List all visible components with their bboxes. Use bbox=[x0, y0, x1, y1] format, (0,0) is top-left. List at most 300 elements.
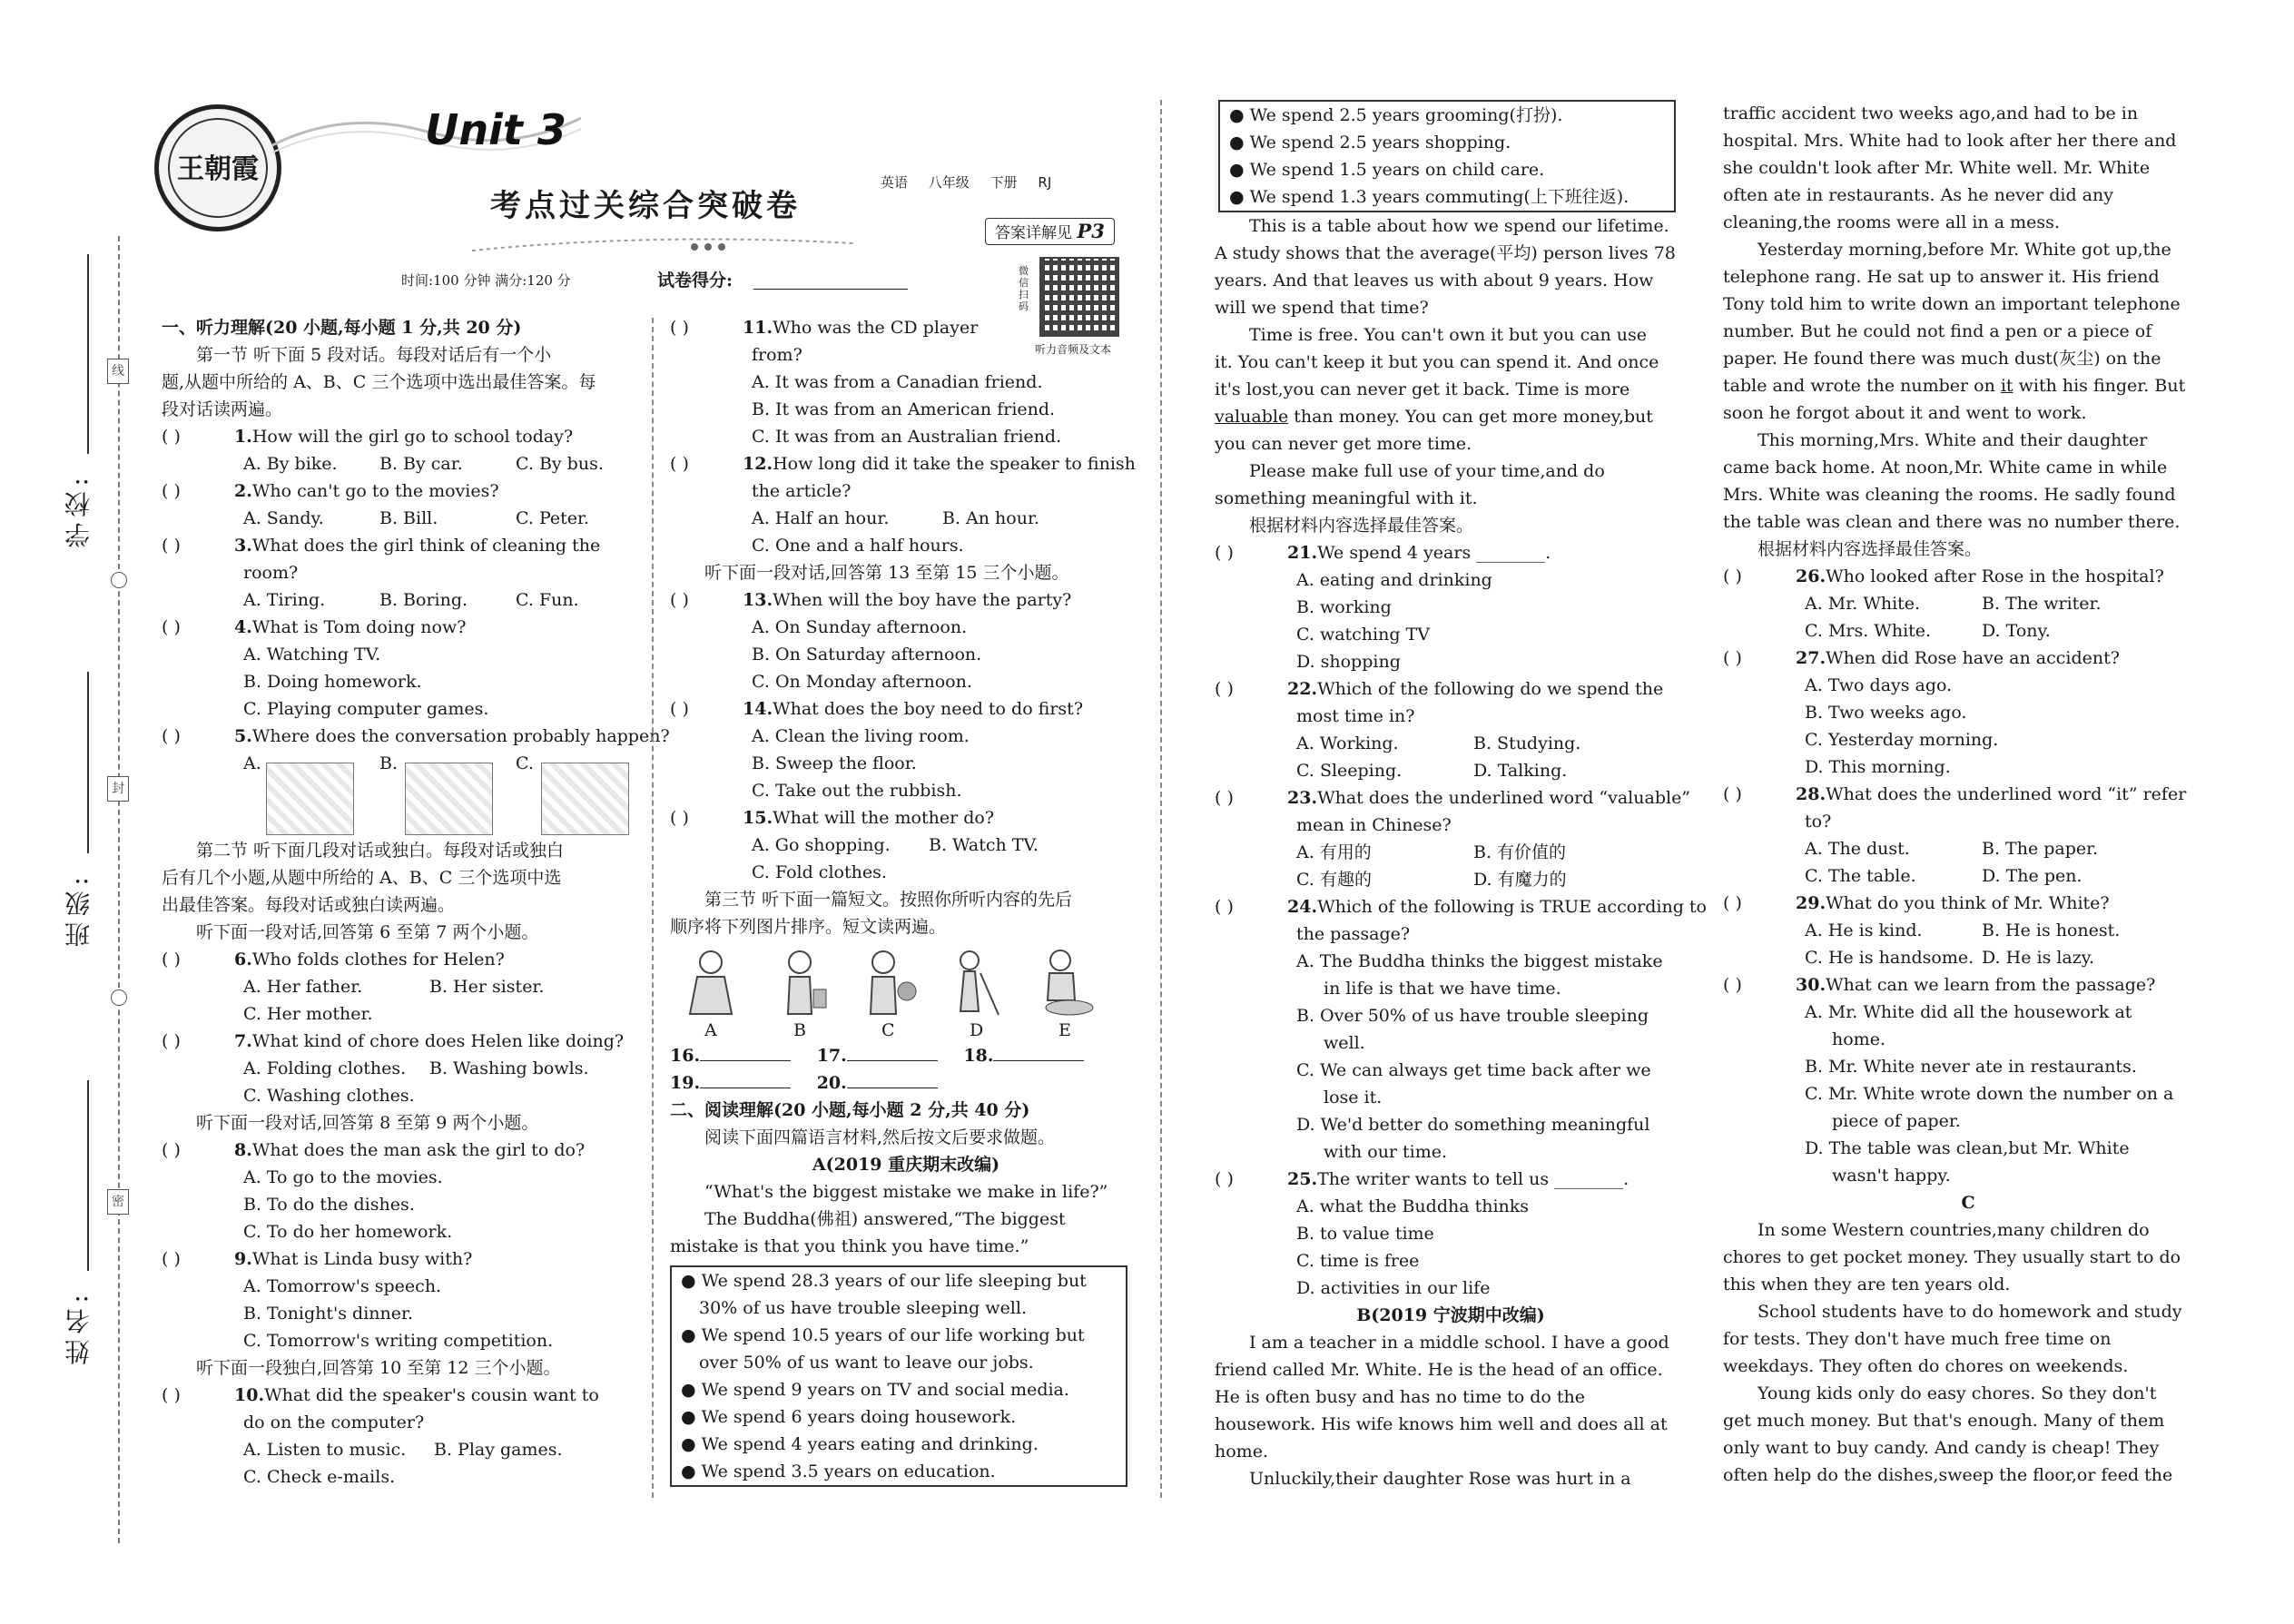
option-b: B. Washing bowls. bbox=[429, 1058, 589, 1078]
options bbox=[1723, 617, 2213, 645]
option-c: C. Her mother. bbox=[243, 1004, 373, 1024]
option-b: B. An hour. bbox=[942, 508, 1039, 528]
seal-circle bbox=[111, 989, 127, 1006]
question-number: 27. bbox=[1796, 648, 1826, 668]
option-d: D. The pen. bbox=[1982, 866, 2082, 886]
answer-blank[interactable]: ( ) bbox=[1723, 566, 1742, 586]
section-1-title: 一、听力理解(20 小题,每小题 1 分,共 20 分) bbox=[162, 318, 522, 338]
options bbox=[162, 450, 634, 477]
options bbox=[162, 505, 634, 532]
question-number: 13. bbox=[743, 590, 773, 610]
option-a: A. Half an hour. bbox=[752, 508, 890, 528]
question-text: When did Rose have an accident? bbox=[1826, 648, 2120, 668]
part-3-intro: 顺序将下列图片排序。短文读两遍。 bbox=[670, 917, 947, 937]
answer-blank[interactable]: ( ) bbox=[670, 454, 689, 474]
option-a: A. what the Buddha thinks bbox=[1296, 1196, 1530, 1216]
question-number: 26. bbox=[1796, 566, 1826, 586]
question-10 bbox=[162, 1382, 634, 1409]
question-text: What is Tom doing now? bbox=[251, 617, 467, 637]
question-number: 24. bbox=[1287, 897, 1318, 917]
answer-blank[interactable]: ( ) bbox=[162, 536, 181, 556]
option-b: B. To do the dishes. bbox=[243, 1195, 415, 1215]
passage-text: came back home. At noon,Mr. White came in while bbox=[1723, 458, 2168, 477]
answer-17-field[interactable] bbox=[847, 1060, 938, 1061]
stat-text: We spend 4 years eating and drinking. bbox=[701, 1434, 1039, 1454]
answer-blank[interactable]: ( ) bbox=[162, 1031, 181, 1051]
stat-item: ● We spend 6 years doing housework. bbox=[681, 1407, 1017, 1427]
answer-blank[interactable]: ( ) bbox=[1215, 788, 1234, 808]
passage-text: This morning,Mrs. White and their daughter bbox=[1757, 430, 2148, 450]
sequence-pictures bbox=[670, 940, 1142, 1042]
cleaning-picture bbox=[768, 946, 832, 1019]
stat-text: We spend 1.3 years commuting(上下班往返). bbox=[1249, 187, 1629, 207]
passage-text: traffic accident two weeks ago,and had to be in bbox=[1723, 103, 2139, 123]
question-text: How long did it take the speaker to finish bbox=[773, 454, 1136, 474]
seal-seal-mark: 封 bbox=[107, 776, 129, 802]
options bbox=[1723, 590, 2213, 617]
answer-blank[interactable]: ( ) bbox=[162, 617, 181, 637]
option-c: C. Fun. bbox=[516, 590, 579, 610]
answer-ref-label: 答案详解见 bbox=[995, 224, 1072, 242]
question-number: 15. bbox=[743, 808, 773, 828]
school-field[interactable] bbox=[87, 254, 89, 454]
passage-text: number. But he could not find a pen or a piece of bbox=[1723, 321, 2152, 341]
question-24 bbox=[1215, 893, 1707, 920]
passage-text: than money. You can get more money,but bbox=[1288, 407, 1653, 427]
stat-text: We spend 2.5 years grooming(打扮). bbox=[1249, 105, 1563, 125]
option-c: C. Yesterday morning. bbox=[1805, 730, 1999, 750]
option-a: A. On Sunday afternoon. bbox=[752, 617, 968, 637]
option-a: A. He is kind. bbox=[1805, 920, 1923, 940]
options bbox=[1215, 839, 1687, 866]
brand-logo bbox=[154, 104, 281, 231]
answer-blank[interactable]: ( ) bbox=[670, 590, 689, 610]
question-28 bbox=[1723, 781, 2213, 808]
options bbox=[162, 1055, 634, 1082]
answer-16-field[interactable] bbox=[700, 1060, 791, 1061]
options bbox=[1215, 730, 1687, 757]
class-field[interactable] bbox=[87, 672, 89, 853]
question-text: Which of the following do we spend the bbox=[1317, 679, 1664, 699]
option-a: A. To go to the movies. bbox=[243, 1167, 443, 1187]
passage-text: hospital. Mrs. White had to look after her there and bbox=[1723, 131, 2177, 151]
binding-dashed-line bbox=[118, 236, 120, 1543]
answer-blank[interactable]: ( ) bbox=[1723, 975, 1742, 995]
option-c: C. time is free bbox=[1296, 1251, 1420, 1271]
question-14 bbox=[670, 695, 1142, 723]
option-c: C. To do her homework. bbox=[243, 1222, 453, 1242]
option-a: A. Watching TV. bbox=[243, 645, 381, 664]
question-text: from? bbox=[752, 345, 802, 365]
question-9 bbox=[162, 1245, 634, 1273]
passage-text: she couldn't look after Mr. White well. Mr. White bbox=[1723, 158, 2151, 178]
column-4 bbox=[1723, 100, 2213, 1489]
question-8 bbox=[162, 1137, 634, 1164]
options bbox=[1723, 944, 2213, 971]
passage-c-title: C bbox=[1961, 1193, 1975, 1213]
grade: 八年级 bbox=[928, 174, 970, 191]
answer-18-field[interactable] bbox=[993, 1060, 1084, 1061]
option-a: A. The dust. bbox=[1805, 839, 1910, 859]
option-a: A. eating and drinking bbox=[1296, 570, 1492, 590]
question-number: 2. bbox=[234, 481, 252, 501]
part-1-intro: 段对话读两遍。 bbox=[162, 399, 283, 419]
answer-blank[interactable]: ( ) bbox=[162, 950, 181, 969]
option-c: C. Mr. White wrote down the number on a bbox=[1805, 1084, 2174, 1104]
question-number: 3. bbox=[234, 536, 252, 556]
option-c: C. Sleeping. bbox=[1296, 761, 1403, 781]
stat-item: ● We spend 2.5 years grooming(打扮). bbox=[1229, 105, 1563, 125]
question-23 bbox=[1215, 784, 1691, 812]
option-b: B. It was from an American friend. bbox=[752, 399, 1056, 419]
options bbox=[1215, 866, 1687, 893]
picture-label-a: A bbox=[704, 1020, 717, 1040]
question-text: most time in? bbox=[1296, 706, 1415, 726]
option-c: C. It was from an Australian friend. bbox=[752, 427, 1062, 447]
question-number: 11. bbox=[743, 318, 773, 338]
stat-text: We spend 3.5 years on education. bbox=[701, 1462, 996, 1481]
question-13 bbox=[670, 586, 1142, 614]
question-5 bbox=[162, 723, 670, 750]
question-number: 6. bbox=[234, 950, 252, 969]
picture-label-b: B bbox=[793, 1020, 806, 1040]
answer-blank[interactable]: ( ) bbox=[162, 726, 181, 746]
options bbox=[670, 832, 1142, 859]
option-b: B. working bbox=[1296, 597, 1392, 617]
question-11 bbox=[670, 314, 1142, 341]
option-a: A. Clean the living room. bbox=[752, 726, 970, 746]
stat-item: ● We spend 2.5 years shopping. bbox=[1229, 133, 1511, 153]
part-1-intro: 题,从题中所给的 A、B、C 三个选项中选出最佳答案。每 bbox=[162, 372, 596, 392]
passage-text: often help do the dishes,sweep the floor,or feed the bbox=[1723, 1465, 2173, 1485]
stat-item: ● We spend 9 years on TV and social media. bbox=[681, 1380, 1069, 1400]
option-a: A. Her father. bbox=[243, 977, 363, 997]
class-label: 班级: bbox=[64, 871, 94, 948]
question-text: When will the boy have the party? bbox=[773, 590, 1072, 610]
answer-page: P3 bbox=[1077, 220, 1105, 242]
stat-text: over 50% of us want to leave our jobs. bbox=[699, 1353, 1034, 1373]
column-divider bbox=[1160, 100, 1162, 1498]
option-d: D. Tony. bbox=[1982, 621, 2051, 641]
statistics-box-continued bbox=[1218, 100, 1676, 212]
answer-blank[interactable]: ( ) bbox=[162, 481, 181, 501]
blank-label: 18. bbox=[963, 1046, 994, 1066]
stat-item: ● We spend 4 years eating and drinking. bbox=[681, 1434, 1039, 1454]
option-d: D. We'd better do something meaningful bbox=[1296, 1115, 1650, 1135]
passage-text bbox=[1215, 403, 1687, 430]
answer-blank[interactable]: ( ) bbox=[1723, 648, 1742, 668]
answer-blank[interactable]: ( ) bbox=[670, 318, 689, 338]
option-a: A. Sandy. bbox=[243, 508, 324, 528]
options bbox=[1723, 917, 2213, 944]
passage-text: paper. He found there was much dust(灰尘) on the bbox=[1723, 349, 2161, 369]
answer-blank[interactable]: ( ) bbox=[670, 699, 689, 719]
option-c: C. Take out the rubbish. bbox=[752, 781, 962, 801]
answer-blank[interactable]: ( ) bbox=[162, 1385, 181, 1405]
seal-line-mark: 线 bbox=[107, 359, 129, 384]
question-3 bbox=[162, 532, 634, 559]
question-number: 4. bbox=[234, 617, 252, 637]
question-21 bbox=[1215, 539, 1687, 566]
question-number: 28. bbox=[1796, 784, 1826, 804]
option-c: C. Playing computer games. bbox=[243, 699, 489, 719]
stat-item: ● We spend 10.5 years of our life working but bbox=[681, 1325, 1085, 1345]
option-b: B. Play games. bbox=[434, 1440, 563, 1460]
listening-note: 听下面一段对话,回答第 6 至第 7 两个小题。 bbox=[196, 922, 539, 942]
stat-item: ● We spend 3.5 years on education. bbox=[681, 1462, 996, 1481]
edition: RJ bbox=[1038, 174, 1052, 191]
question-text: What do you think of Mr. White? bbox=[1826, 893, 2110, 913]
question-6 bbox=[162, 946, 634, 973]
question-number: 23. bbox=[1287, 788, 1318, 808]
option-d: D. 有魔力的 bbox=[1473, 870, 1567, 890]
question-number: 22. bbox=[1287, 679, 1318, 699]
passage-text: only want to buy candy. And candy is cheap! They bbox=[1723, 1438, 2160, 1458]
passage-text: The Buddha(佛祖) answered,“The biggest bbox=[704, 1209, 1066, 1229]
question-number: 12. bbox=[743, 454, 773, 474]
question-number: 5. bbox=[234, 726, 252, 746]
passage-text: He is often busy and has no time to do the bbox=[1215, 1387, 1585, 1407]
score-field[interactable] bbox=[753, 289, 908, 290]
blank-label: 17. bbox=[816, 1046, 847, 1066]
question-text: What did the speaker's cousin want to bbox=[264, 1385, 599, 1405]
answer-blank[interactable]: ( ) bbox=[1215, 679, 1234, 699]
option-a: A. Folding clothes. bbox=[243, 1058, 407, 1078]
passage-text: Please make full use of your time,and do bbox=[1249, 461, 1605, 481]
stat-text: We spend 9 years on TV and social media. bbox=[701, 1380, 1069, 1400]
section-2-intro: 阅读下面四篇语言材料,然后按文后要求做题。 bbox=[704, 1127, 1056, 1147]
passage-b-title: B(2019 宁波期中改编) bbox=[1356, 1305, 1545, 1325]
passage-text: get much money. But that's enough. Many of them bbox=[1723, 1411, 2165, 1431]
question-text: Who can't go to the movies? bbox=[251, 481, 499, 501]
option-a: A. By bike. bbox=[243, 454, 338, 474]
passage-text: Time is free. You can't own it but you can use bbox=[1249, 325, 1648, 345]
option-a: A. Listen to music. bbox=[243, 1440, 407, 1460]
option-b: B. Tonight's dinner. bbox=[243, 1304, 414, 1324]
instruction: 根据材料内容选择最佳答案。 bbox=[1249, 516, 1474, 536]
option-b: B. Doing homework. bbox=[243, 672, 422, 692]
option-b: B. Watch TV. bbox=[929, 835, 1039, 855]
option-d: D. He is lazy. bbox=[1982, 948, 2095, 968]
option-a: A. Two days ago. bbox=[1805, 675, 1953, 695]
passage-text: weekdays. They often do chores on weekends. bbox=[1723, 1356, 2129, 1376]
option-b: B. bbox=[379, 753, 399, 773]
answer-blank[interactable]: ( ) bbox=[1215, 1169, 1234, 1189]
stat-text: We spend 6 years doing housework. bbox=[701, 1407, 1017, 1427]
brand-logo-text: 王朝霞 bbox=[168, 118, 268, 218]
seal-secret-mark: 密 bbox=[107, 1189, 129, 1215]
question-text: What is Linda busy with? bbox=[251, 1249, 473, 1269]
stat-text: We spend 28.3 years of our life sleeping but bbox=[701, 1271, 1087, 1291]
option-a: A. bbox=[243, 753, 261, 773]
answer-blank[interactable]: ( ) bbox=[162, 427, 181, 447]
passage-text: will we spend that time? bbox=[1215, 298, 1429, 318]
option-b: B. The paper. bbox=[1982, 839, 2099, 859]
question-22 bbox=[1215, 675, 1687, 703]
answer-blank[interactable]: ( ) bbox=[670, 808, 689, 828]
passage-text: it. You can't keep it but you can spend it. And once bbox=[1215, 352, 1659, 372]
passage-text: telephone rang. He sat up to answer it. His friend bbox=[1723, 267, 2160, 287]
question-text: Who looked after Rose in the hospital? bbox=[1826, 566, 2164, 586]
title-swoosh bbox=[472, 232, 853, 269]
passage-text bbox=[1723, 372, 2213, 399]
option-a: A. The Buddha thinks the biggest mistake bbox=[1296, 951, 1663, 971]
answer-blank[interactable]: ( ) bbox=[1723, 893, 1742, 913]
options bbox=[1723, 835, 2213, 862]
option-b: B. Bill. bbox=[379, 508, 438, 528]
question-text: Where does the conversation probably happen? bbox=[251, 726, 670, 746]
passage-text: cleaning,the rooms were all in a mess. bbox=[1723, 212, 2060, 232]
options bbox=[162, 973, 634, 1000]
sweeping-picture bbox=[944, 946, 1008, 1019]
option-c: C. He is handsome. bbox=[1805, 948, 1974, 968]
course-info bbox=[881, 169, 1068, 196]
passage-text: Yesterday morning,before Mr. White got up,the bbox=[1757, 240, 2171, 260]
passage-text: years. And that leaves us with about 9 years. How bbox=[1215, 271, 1654, 290]
question-text: We spend 4 years ________. bbox=[1317, 543, 1551, 563]
question-text: What can we learn from the passage? bbox=[1826, 975, 2156, 995]
question-15 bbox=[670, 804, 1142, 832]
question-27 bbox=[1723, 645, 2213, 672]
passage-text: something meaningful with it. bbox=[1215, 488, 1478, 508]
blank-label: 20. bbox=[816, 1073, 847, 1093]
question-text: How will the girl go to school today? bbox=[251, 427, 574, 447]
passage-a-title: A(2019 重庆期末改编) bbox=[812, 1155, 1000, 1175]
option-c: C. 有趣的 bbox=[1296, 870, 1372, 890]
option-d: D. The table was clean,but Mr. White bbox=[1805, 1138, 2130, 1158]
washing-picture bbox=[1033, 946, 1097, 1019]
hospital-picture bbox=[405, 763, 493, 835]
question-text: mean in Chinese? bbox=[1296, 815, 1452, 835]
answer-blank[interactable]: ( ) bbox=[1215, 543, 1234, 563]
stat-item: ● We spend 28.3 years of our life sleeping but bbox=[681, 1271, 1087, 1291]
option-b: B. He is honest. bbox=[1982, 920, 2121, 940]
passage-text: School students have to do homework and study bbox=[1757, 1302, 2182, 1322]
listening-note: 听下面一段对话,回答第 8 至第 9 两个小题。 bbox=[196, 1113, 539, 1133]
passage-text: with his finger. But bbox=[2013, 376, 2186, 396]
option-b: B. Two weeks ago. bbox=[1805, 703, 1967, 723]
blank-label: 16. bbox=[670, 1046, 701, 1066]
option-d: D. activities in our life bbox=[1296, 1278, 1491, 1298]
question-26 bbox=[1723, 563, 2213, 590]
answer-blank[interactable]: ( ) bbox=[162, 1140, 181, 1160]
seal-circle bbox=[111, 572, 127, 588]
passage-text: A study shows that the average(平均) person lives 78 bbox=[1215, 243, 1676, 263]
part-2-intro: 第二节 听下面几段对话或独白。每段对话或独白 bbox=[196, 841, 565, 861]
column-divider bbox=[652, 318, 654, 1498]
question-number: 14. bbox=[743, 699, 773, 719]
question-12 bbox=[670, 450, 1142, 477]
option-c: C. Washing clothes. bbox=[243, 1086, 415, 1106]
column-3 bbox=[1215, 100, 1707, 1492]
passage-text: it's lost,you can never get it back. Time is more bbox=[1215, 379, 1630, 399]
option-c: C. Tomorrow's writing competition. bbox=[243, 1331, 554, 1351]
question-number: 1. bbox=[234, 427, 252, 447]
name-field[interactable] bbox=[87, 1080, 89, 1271]
option-d: D. shopping bbox=[1296, 652, 1401, 672]
passage-text: this when they are ten years old. bbox=[1723, 1275, 2011, 1294]
option-a: A. 有用的 bbox=[1296, 842, 1372, 862]
question-text: What does the boy need to do first? bbox=[773, 699, 1084, 719]
option-c: lose it. bbox=[1324, 1088, 1383, 1107]
option-c: C. We can always get time back after we bbox=[1296, 1060, 1651, 1080]
option-d: wasn't happy. bbox=[1832, 1166, 1951, 1186]
passage-text: the table was clean and there was no number there. bbox=[1723, 512, 2181, 532]
option-a: A. Mr. White did all the housework at bbox=[1805, 1002, 2132, 1022]
option-c: C. Mrs. White. bbox=[1805, 621, 1932, 641]
question-number: 30. bbox=[1796, 975, 1826, 995]
passage-text: I am a teacher in a middle school. I have a good bbox=[1249, 1333, 1669, 1353]
options bbox=[1723, 862, 2213, 890]
question-number: 21. bbox=[1287, 543, 1318, 563]
answer-reference bbox=[985, 218, 1115, 245]
option-d: with our time. bbox=[1324, 1142, 1448, 1162]
answer-blank[interactable]: ( ) bbox=[162, 1249, 181, 1269]
option-a: A. Tiring. bbox=[243, 590, 326, 610]
option-b: B. Over 50% of us have trouble sleeping bbox=[1296, 1006, 1649, 1026]
option-b: B. Her sister. bbox=[429, 977, 545, 997]
restaurant-picture bbox=[541, 763, 629, 835]
options bbox=[670, 505, 1142, 532]
option-b: B. The writer. bbox=[1982, 594, 2102, 614]
answer-blank[interactable]: ( ) bbox=[1723, 784, 1742, 804]
option-c: C. The table. bbox=[1805, 866, 1916, 886]
passage-text: Mrs. White was cleaning the rooms. He sadly found bbox=[1723, 485, 2176, 505]
passage-text: Unluckily,their daughter Rose was hurt in a bbox=[1249, 1469, 1631, 1489]
stat-text: We spend 1.5 years on child care. bbox=[1249, 160, 1545, 180]
stat-text: We spend 10.5 years of our life working but bbox=[701, 1325, 1085, 1345]
plant-picture bbox=[856, 946, 920, 1019]
question-30 bbox=[1723, 971, 2213, 999]
passage-text: In some Western countries,many children do bbox=[1757, 1220, 2150, 1240]
picture-label-d: D bbox=[970, 1020, 984, 1040]
question-text: What kind of chore does Helen like doing? bbox=[251, 1031, 625, 1051]
section-2-title: 二、阅读理解(20 小题,每小题 2 分,共 40 分) bbox=[670, 1100, 1030, 1120]
passage-text: Tony told him to write down an important telephone bbox=[1723, 294, 2181, 314]
question-text: Who was the CD player bbox=[773, 318, 979, 338]
option-a: A. It was from a Canadian friend. bbox=[752, 372, 1043, 392]
passage-text: you can never get more time. bbox=[1215, 434, 1472, 454]
option-c: piece of paper. bbox=[1832, 1111, 1961, 1131]
listening-note: 听下面一段对话,回答第 13 至第 15 三个小题。 bbox=[704, 563, 1069, 583]
passage-text: housework. His wife knows him well and does all at bbox=[1215, 1414, 1668, 1434]
part-2-intro: 出最佳答案。每段对话或独白读两遍。 bbox=[162, 895, 456, 915]
question-29 bbox=[1723, 890, 2213, 917]
time-score: 时间:100 分钟 满分:120 分 bbox=[401, 272, 571, 289]
part-1-intro: 第一节 听下面 5 段对话。每段对话后有一个小 bbox=[196, 345, 552, 365]
listening-note: 听下面一段独白,回答第 10 至第 12 三个小题。 bbox=[196, 1358, 561, 1378]
question-2 bbox=[162, 477, 634, 505]
options bbox=[162, 586, 634, 614]
option-c: C. Check e-mails. bbox=[243, 1467, 396, 1487]
question-number: 25. bbox=[1287, 1169, 1318, 1189]
option-c: C. Peter. bbox=[516, 508, 590, 528]
score-label: 试卷得分: bbox=[657, 271, 733, 290]
option-b: well. bbox=[1324, 1033, 1365, 1053]
stat-text: We spend 2.5 years shopping. bbox=[1249, 133, 1511, 153]
option-a: A. Go shopping. bbox=[752, 835, 891, 855]
question-text: the passage? bbox=[1296, 924, 1411, 944]
answer-blank[interactable]: ( ) bbox=[1215, 897, 1234, 917]
question-7 bbox=[162, 1028, 634, 1055]
qr-side-text: 微信扫码 bbox=[1019, 265, 1029, 312]
option-d: D. Talking. bbox=[1473, 761, 1568, 781]
question-text: What does the man ask the girl to do? bbox=[251, 1140, 586, 1160]
option-b: B. On Saturday afternoon. bbox=[752, 645, 982, 664]
passage-text: often ate in restaurants. As he never did any bbox=[1723, 185, 2113, 205]
qr-caption: 听力音频及文本 bbox=[1035, 343, 1112, 356]
option-c: C. By bus. bbox=[516, 454, 604, 474]
